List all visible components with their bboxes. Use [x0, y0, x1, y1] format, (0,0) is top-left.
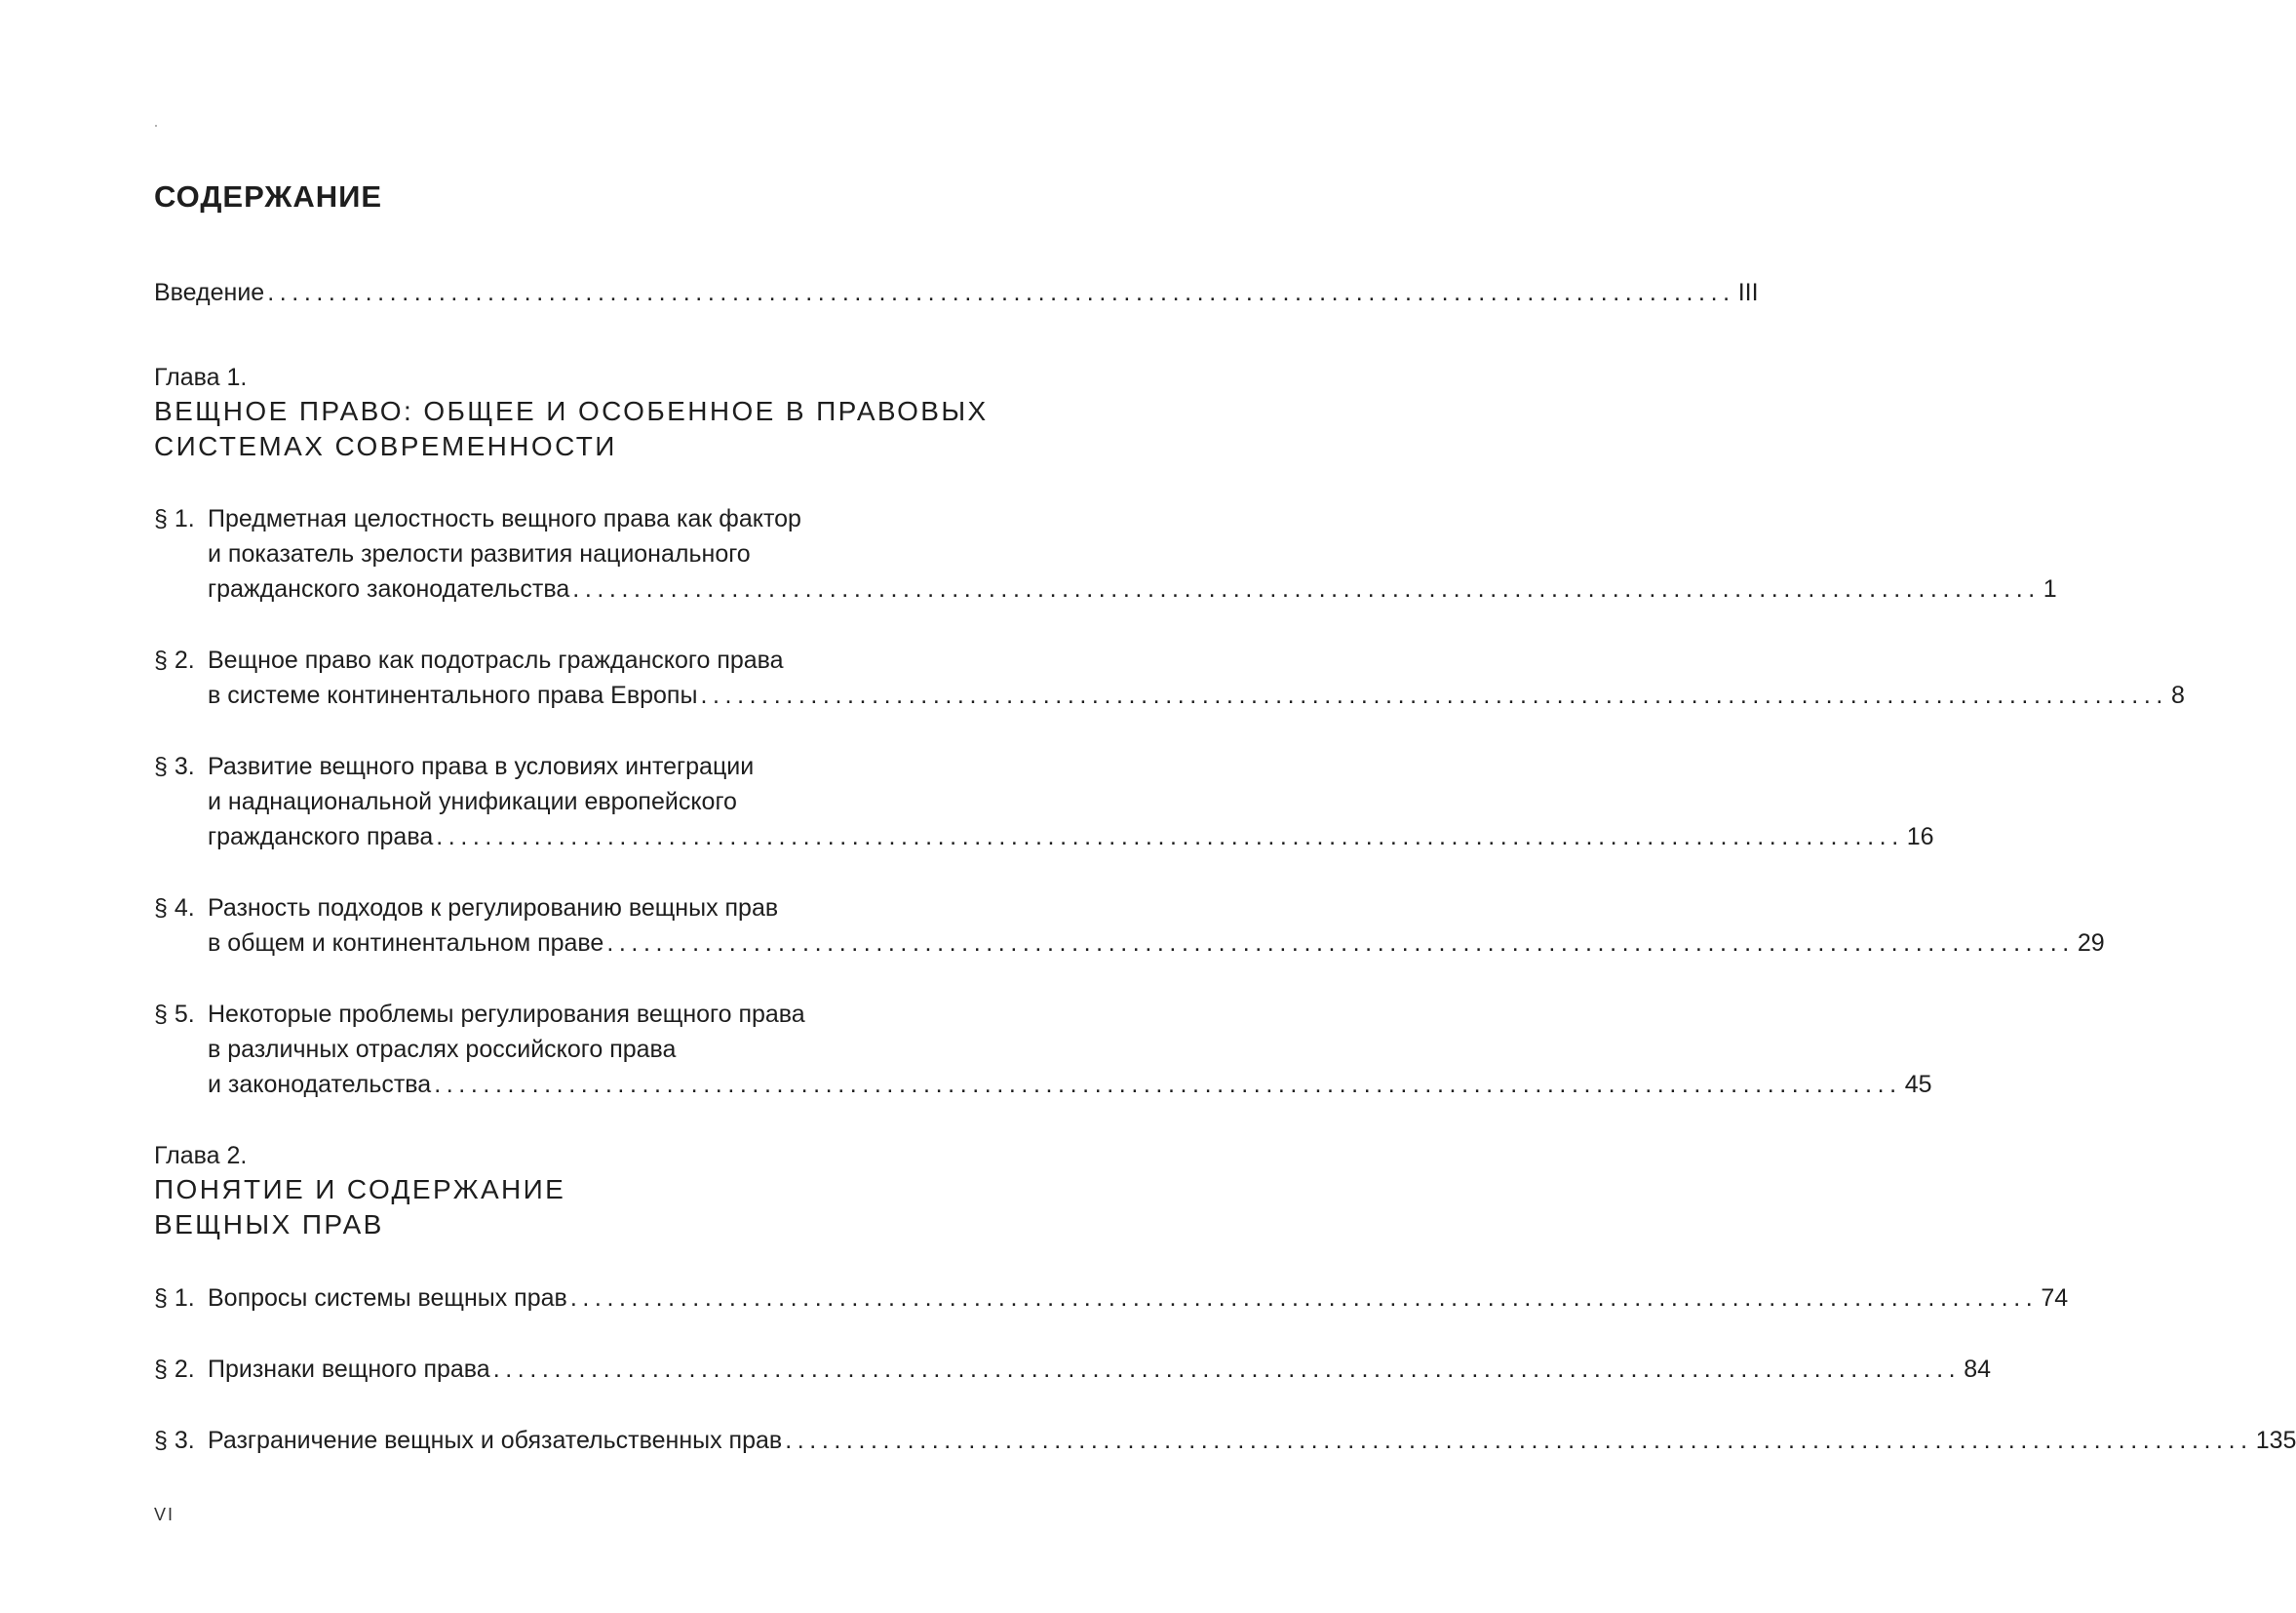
- section-number: § 1.: [154, 505, 195, 532]
- section-number: § 2.: [154, 647, 195, 674]
- section-number: § 3.: [154, 753, 195, 780]
- toc-entry-ch1-s1[interactable]: [208, 571, 2057, 607]
- dot-leader: ........................................................................................................................: [785, 1427, 2253, 1454]
- dot-leader: ........................................................................................................................: [700, 682, 2168, 709]
- section-page: 16: [1906, 823, 1934, 850]
- section-line: и наднациональной унификации европейского: [208, 788, 737, 815]
- section-line: и показатель зрелости развития национального: [208, 540, 751, 568]
- dot-leader: ........................................................................................................................: [572, 575, 2041, 603]
- section-text: Предметная целостность вещного права как фактор: [208, 505, 801, 532]
- section-page: 135: [2255, 1427, 2296, 1454]
- section-text: гражданского законодательства: [208, 575, 570, 603]
- dot-leader: ........................................................................................................................: [267, 279, 1735, 306]
- section-number: § 1.: [154, 1284, 195, 1312]
- stray-dot: [155, 125, 157, 127]
- section-number: § 3.: [154, 1427, 195, 1454]
- chapter-title-line: СИСТЕМАХ СОВРЕМЕННОСТИ: [154, 431, 617, 461]
- toc-entry-ch2-s2[interactable]: [154, 1352, 1992, 1387]
- chapter-title-line: ПОНЯТИЕ И СОДЕРЖАНИЕ: [154, 1174, 566, 1204]
- section-line: [154, 749, 754, 784]
- toc-entry-ch1-s5[interactable]: [208, 1067, 1932, 1102]
- toc-entry-ch2-s1[interactable]: [154, 1280, 2069, 1316]
- section-text: Некоторые проблемы регулирования вещного права: [208, 1001, 805, 1028]
- dot-leader: ........................................................................................................................: [492, 1356, 1962, 1383]
- section-text: в системе континентального права Европы: [208, 682, 698, 709]
- section-number: § 2.: [154, 1356, 195, 1383]
- section-page: 84: [1964, 1356, 1992, 1383]
- section-line: в различных отраслях российского права: [208, 1036, 677, 1063]
- section-page: 74: [2041, 1284, 2069, 1312]
- section-line: [154, 643, 784, 678]
- section-text: Разграничение вещных и обязательственных прав: [208, 1427, 783, 1454]
- section-text: Признаки вещного права: [208, 1356, 490, 1383]
- page-number: VI: [154, 1505, 175, 1524]
- dot-leader: ........................................................................................................................: [436, 823, 1904, 850]
- dot-leader: ........................................................................................................................: [434, 1071, 1902, 1098]
- section-text: Вещное право как подотрасль гражданского права: [208, 647, 784, 674]
- section-line: [154, 890, 778, 925]
- section-line: [154, 501, 801, 536]
- intro-text: Введение: [154, 279, 265, 306]
- toc-entry-ch1-s2[interactable]: [208, 678, 2185, 713]
- section-number: § 5.: [154, 1001, 195, 1028]
- chapter-label: Глава 1.: [154, 364, 248, 391]
- section-number: § 4.: [154, 894, 195, 922]
- section-page: 29: [2077, 929, 2105, 957]
- toc-entry-intro[interactable]: [154, 275, 1759, 310]
- section-line: [154, 997, 805, 1032]
- intro-page: III: [1737, 279, 1759, 306]
- toc-entry-ch1-s4[interactable]: [208, 925, 2105, 961]
- section-text: гражданского права: [208, 823, 434, 850]
- section-text: Развитие вещного права в условиях интеграции: [208, 753, 755, 780]
- dot-leader: ........................................................................................................................: [569, 1284, 2039, 1312]
- toc-entry-ch2-s3[interactable]: [154, 1423, 2296, 1458]
- toc-title: СОДЕРЖАНИЕ: [154, 179, 383, 214]
- dot-leader: ........................................................................................................................: [606, 929, 2075, 957]
- section-text: Вопросы системы вещных прав: [208, 1284, 567, 1312]
- section-page: 1: [2043, 575, 2057, 603]
- section-page: 45: [1904, 1071, 1932, 1098]
- toc-entry-ch1-s3[interactable]: [208, 819, 1934, 854]
- section-text: в общем и континентальном праве: [208, 929, 604, 957]
- chapter-title-line: ВЕЩНЫХ ПРАВ: [154, 1209, 384, 1239]
- chapter-label: Глава 2.: [154, 1142, 248, 1169]
- chapter-title-line: ВЕЩНОЕ ПРАВО: ОБЩЕЕ И ОСОБЕННОЕ В ПРАВОВЫХ: [154, 396, 989, 426]
- section-text: Разность подходов к регулированию вещных прав: [208, 894, 779, 922]
- section-text: и законодательства: [208, 1071, 432, 1098]
- section-page: 8: [2170, 682, 2185, 709]
